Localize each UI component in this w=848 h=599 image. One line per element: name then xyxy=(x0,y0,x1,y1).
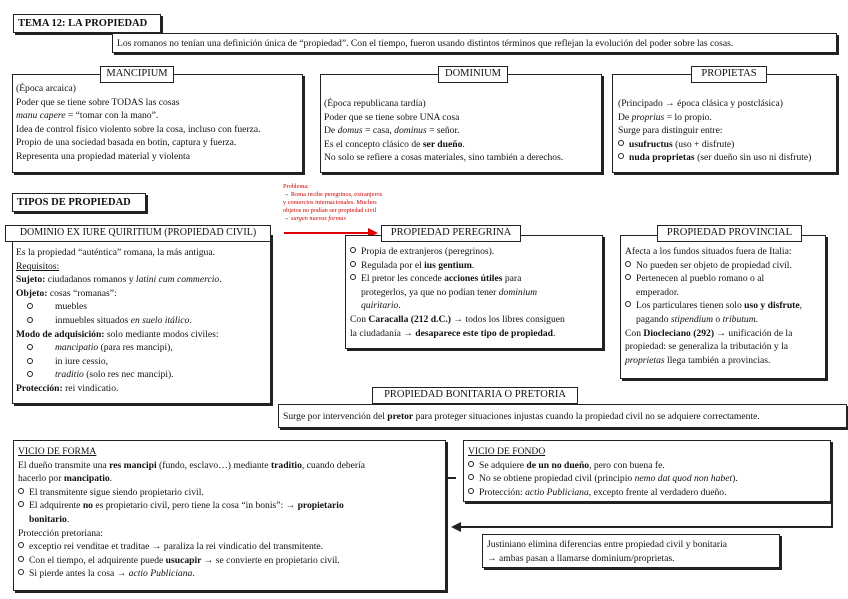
dominium-line: Poder que se tiene sobre UNA cosa xyxy=(324,111,460,123)
forma-line: El adquirente no es propietario civil, pero tiene la cosa “in bonis”: → propietario xyxy=(18,499,442,513)
intro-box: Los romanos no tenían una definición única de “propiedad”. Con el tiempo, fueron usando distintos términos que reflejan la evolución del poder sobre las cosas. xyxy=(112,33,837,53)
proprietas-line: (Principado → época clásica y postclásica) xyxy=(618,98,783,109)
proprietas-line: Surge para distinguir entre: xyxy=(618,125,723,137)
justiniano-line: → ambas pasan a llamarse dominium/proprietas. xyxy=(487,552,675,564)
peregrina-line: Regulada por el ius gentium. xyxy=(350,259,599,273)
quiritium-line: Es la propiedad “auténtica” romana, la más antigua. xyxy=(16,247,215,258)
bonitaria-text: Surge por intervención del xyxy=(283,411,388,422)
provincial-line: pagando stipendium o tributum. xyxy=(636,313,759,325)
quiritium-line: in iure cessio, xyxy=(16,355,267,369)
peregrina-line: El pretor les concede acciones útiles para xyxy=(350,272,599,286)
problema-line: y comercios internacionales. Muchos xyxy=(283,199,377,206)
proprietas-line: De proprius = lo propio. xyxy=(618,111,712,123)
provincial-line: propiedad: se generaliza la tributación y la xyxy=(625,341,789,353)
quiritium-line: muebles xyxy=(16,300,267,314)
proprietas-box xyxy=(612,74,837,173)
quiritium-line: Protección: rei vindicatio. xyxy=(16,382,119,394)
proprietas-line: usufructus (uso + disfrute) xyxy=(618,138,833,152)
peregrina-line: la ciudadanía → desaparece este tipo de propiedad. xyxy=(350,327,556,339)
forma-title: VICIO DE FORMA xyxy=(18,446,97,457)
mancipium-line: (Época arcaica) xyxy=(16,83,76,94)
provincial-line: proprietas llega también a provincias. xyxy=(625,354,771,366)
problema-note xyxy=(283,183,413,223)
peregrina-line: Propia de extranjeros (peregrinos). xyxy=(350,245,599,259)
fondo-arrow-head xyxy=(451,522,461,532)
quiritium-line: Sujeto: ciudadanos romanos y latini cum commercio. xyxy=(16,274,222,286)
fondo-line: Protección: actio Publiciana, excepto frente al verdadero dueño. xyxy=(468,486,827,500)
dominium-label: DOMINIUM xyxy=(438,66,508,83)
bonitaria-box xyxy=(278,404,847,428)
problema-line: → Roma recibe peregrinos, extranjeros xyxy=(283,191,383,198)
mancipium-line: Propio de una sociedad basada en botín, captura y fuerza. xyxy=(16,137,237,149)
mancipium-box xyxy=(12,74,303,173)
forma-line: El dueño transmite una res mancipi (fundo, esclavo…) mediante traditio, cuando debería xyxy=(18,459,366,471)
provincial-line: Pertenecen al pueblo romano o al xyxy=(625,272,822,286)
peregrina-line: Con Caracalla (212 d.C.) → todos los libres consiguen xyxy=(350,313,565,325)
forma-line: El transmitente sigue siendo propietario civil. xyxy=(18,486,442,500)
forma-line: bonitario. xyxy=(29,513,70,525)
quiritium-line: Objeto: cosas “romanas”: xyxy=(16,287,117,299)
quiritium-line: Modo de adquisición: solo mediante modos civiles: xyxy=(16,328,219,340)
peregrina-line: protegerlos, ya que no podían tener dominium xyxy=(361,286,538,298)
fondo-connector xyxy=(460,502,832,527)
mancipium-label: MANCIPIUM xyxy=(100,66,174,83)
quiritium-box xyxy=(12,233,271,404)
forma-line: exceptio rei venditae et traditae → paraliza la rei vindicatio del transmitente. xyxy=(18,540,442,554)
provincial-line: No pueden ser objeto de propiedad civil. xyxy=(625,259,822,273)
peregrina-box xyxy=(345,235,603,349)
quiritium-line: traditio (solo res nec mancipi). xyxy=(16,368,267,382)
provincial-label: PROPIEDAD PROVINCIAL xyxy=(657,225,802,242)
justiniano-line: Justiniano elimina diferencias entre propiedad civil y bonitaria xyxy=(487,539,728,550)
dominium-line: (Época republicana tardía) xyxy=(324,98,426,109)
page-title: TEMA 12: LA PROPIEDAD xyxy=(13,14,161,33)
bonitaria-text: pretor xyxy=(387,411,414,422)
dominium-line: No solo se refiere a cosas materiales, sino también a derechos. xyxy=(324,152,564,164)
problema-line: Problema: xyxy=(283,183,309,190)
provincial-box xyxy=(620,235,826,379)
forma-box xyxy=(13,440,446,591)
tipos-title: TIPOS DE PROPIEDAD xyxy=(12,193,146,212)
fondo-box xyxy=(463,440,831,502)
proprietas-line: nuda proprietas (ser dueño sin uso ni disfrute) xyxy=(618,151,833,165)
mancipium-line: Poder que se tiene sobre TODAS las cosas xyxy=(16,96,180,108)
fondo-line: Se adquiere de un no dueño, pero con buena fe. xyxy=(468,459,827,473)
provincial-line: emperador. xyxy=(636,286,679,298)
bonitaria-text: para proteger situaciones injustas cuando la propiedad civil no se adquiere correctamente. xyxy=(413,411,760,422)
dominium-line: Es el concepto clásico de ser dueño. xyxy=(324,138,465,150)
proprietas-label: PROPIETAS xyxy=(691,66,767,83)
quiritium-line: Requisitos: xyxy=(16,260,60,272)
bonitaria-label: PROPIEDAD BONITARIA O PRETORIA xyxy=(372,387,578,404)
provincial-line: Afecta a los fundos situados fuera de Italia: xyxy=(625,246,792,257)
justiniano-box xyxy=(482,534,780,568)
provincial-line: Con Diocleciano (292) → unificación de la xyxy=(625,327,793,339)
mancipium-line: Representa una propiedad material y violenta xyxy=(16,150,190,162)
quiritium-line: mancipatio (para res mancipi), xyxy=(16,341,267,355)
dominium-box xyxy=(320,74,602,173)
quiritium-line: inmuebles situados en suelo itálico. xyxy=(16,314,267,328)
fondo-title: VICIO DE FONDO xyxy=(468,446,546,457)
quiritium-label: DOMINIO EX IURE QUIRITIUM (PROPIEDAD CIVIL) xyxy=(5,225,271,242)
forma-line: hacerlo por mancipatio. xyxy=(18,473,113,485)
forma-line: Protección pretoriana: xyxy=(18,527,103,539)
forma-line: Con el tiempo, el adquirente puede usucapir → se convierte en propietario civil. xyxy=(18,554,442,568)
dominium-line: De domus = casa, dominus = señor. xyxy=(324,125,460,137)
fondo-line: No se obtiene propiedad civil (principio nemo dat quod non habet). xyxy=(468,472,827,486)
provincial-line: Los particulares tienen solo uso y disfrute, xyxy=(625,299,822,313)
peregrina-line: quiritario. xyxy=(361,300,401,312)
peregrina-label: PROPIEDAD PEREGRINA xyxy=(381,225,521,242)
problema-line: → surgen nuevas formas xyxy=(283,215,346,222)
mancipium-line: Idea de control físico violento sobre la cosa, incluso con fuerza. xyxy=(16,123,261,135)
problema-line: objetos no podían ser propiedad civil xyxy=(283,207,377,214)
mancipium-line: manu capere = “tomar con la mano”. xyxy=(16,110,159,122)
forma-line: Si pierde antes la cosa → actio Publiciana. xyxy=(18,567,442,581)
